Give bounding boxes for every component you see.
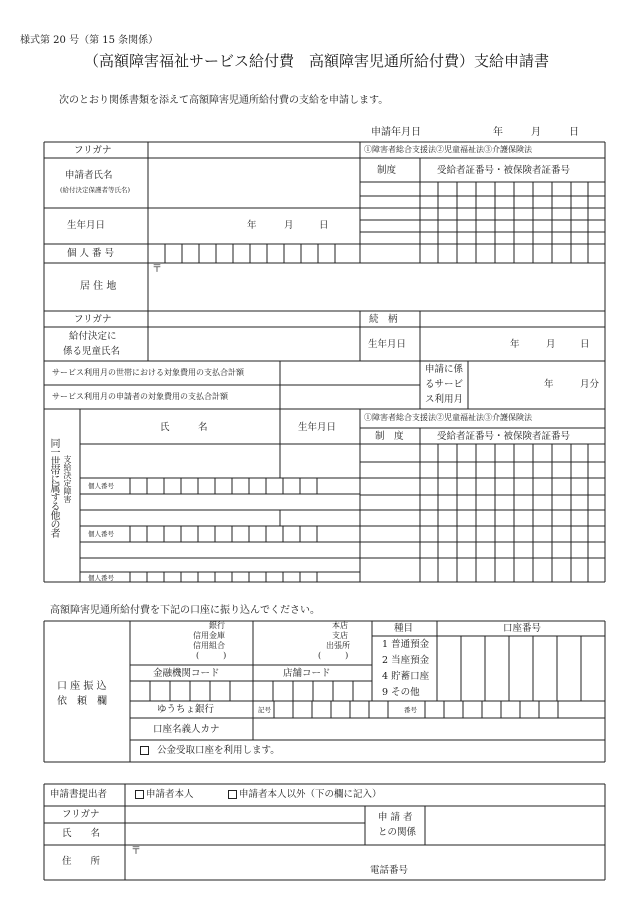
child-dob-label: 生年月日 — [368, 339, 407, 350]
applicant-cost-label: サービス利用月の申請者の対象費用の支払合計額 — [52, 392, 228, 401]
applicant-dob-month: 月 — [284, 220, 294, 231]
bank-type-bank: 銀行 — [209, 621, 225, 630]
applicant-cert-label: 受給者証番号・被保険者証番号 — [437, 165, 571, 176]
household-personal-number-2: 個人番号 — [88, 530, 114, 538]
application-date-day: 日 — [569, 127, 579, 138]
household-side-label-2: 支給決定障害 — [63, 455, 72, 503]
household-law-header: ①障害者総合支援法②児童福祉法③介護保険法 — [364, 413, 532, 422]
service-month-label-1: 申請に係 — [425, 364, 464, 375]
child-relation-label: 続 柄 — [369, 314, 398, 325]
yucho-label: ゆうちょ銀行 — [157, 704, 215, 715]
submitter-other-label: 申請者本人以外（下の欄に記入） — [239, 789, 382, 800]
household-system-col: 制 度 — [375, 431, 404, 442]
submitter-postal-mark: 〒 — [131, 846, 141, 857]
bank-code-label: 金融機関コード — [153, 668, 220, 679]
form-number: 様式第 20 号（第 15 条関係） — [20, 35, 159, 46]
applicant-name-label: 申請者氏名 — [65, 170, 113, 181]
submitter-self-checkbox[interactable] — [135, 790, 144, 799]
submitter-other-checkbox[interactable] — [228, 790, 237, 799]
service-month-year: 年 — [544, 379, 554, 390]
bank-table-lines — [44, 621, 605, 762]
submitter-phone-label: 電話番号 — [370, 865, 409, 876]
child-name-label-1: 給付決定に — [69, 331, 117, 342]
account-type-2: 2 当座預金 — [382, 655, 430, 666]
applicant-law-header: ①障害者総合支援法②児童福祉法③介護保険法 — [364, 145, 532, 154]
child-dob-month: 月 — [546, 339, 556, 350]
bank-side-label-2: 依 頼 欄 — [57, 696, 107, 707]
bank-side-label-1: 口 座 振 込 — [57, 681, 107, 692]
bank-paren: ( ) — [196, 651, 227, 660]
account-type-4: 9 その他 — [382, 687, 420, 698]
account-type-1: 1 普通預金 — [382, 639, 430, 650]
submitter-relation-2: との関係 — [378, 827, 417, 838]
applicant-personal-number-label: 個 人 番 号 — [67, 248, 115, 259]
household-cert-col: 受給者証番号・被保険者証番号 — [437, 431, 571, 442]
branch-sub-branch: 出張所 — [326, 641, 350, 650]
submitter-name-label: 氏 名 — [62, 828, 101, 839]
bank-type-credit-union: 信用組合 — [193, 641, 225, 650]
applicant-address-label: 居 住 地 — [80, 281, 117, 292]
service-month-label-3: ス利用月 — [425, 394, 464, 405]
account-holder-kana-label: 口座名義人カナ — [153, 724, 220, 735]
household-personal-number-3: 個人番号 — [88, 574, 114, 582]
applicant-furigana-label: フリガナ — [74, 145, 112, 156]
household-side-label-1: 同一世帯に属する他の者 — [48, 438, 59, 537]
child-name-label-2: 係る児童氏名 — [63, 346, 121, 357]
page-title: （高額障害福祉サービス給付費 高額障害児通所給付費）支給申請書 — [84, 52, 550, 70]
service-month-label-2: るサービ — [425, 379, 464, 390]
account-number-label: 口座番号 — [503, 623, 542, 634]
submitter-address-label: 住 所 — [62, 856, 101, 867]
household-dob-col: 生年月日 — [298, 422, 337, 433]
branch-head-office: 本店 — [332, 621, 348, 630]
submitter-self-label: 申請者本人 — [146, 789, 194, 800]
branch-code-label: 店舗コード — [283, 668, 331, 679]
child-furigana-label: フリガナ — [74, 314, 112, 325]
bank-instruction: 高額障害児通所給付費を下記の口座に振り込んでください。 — [50, 605, 320, 616]
applicant-table-lines — [44, 142, 605, 582]
applicant-name-note: (給付決定保護者等氏名) — [60, 186, 131, 194]
yucho-number-label: 番号 — [404, 706, 417, 714]
public-account-checkbox[interactable] — [140, 746, 149, 755]
household-personal-number-1: 個人番号 — [88, 482, 114, 490]
service-month-unit: 月分 — [580, 379, 600, 390]
branch-paren: ( ) — [318, 651, 349, 660]
bank-type-credit-bank: 信用金庫 — [193, 631, 225, 640]
submitter-relation-1: 申 請 者 — [378, 812, 413, 823]
account-type-3: 4 貯蓄口座 — [382, 671, 430, 682]
submitter-furigana-label: フリガナ — [62, 809, 100, 820]
applicant-dob-year: 年 — [247, 220, 257, 231]
application-date-month: 月 — [531, 127, 541, 138]
yucho-symbol-label: 記号 — [258, 706, 271, 714]
household-cost-label: サービス利用月の世帯における対象費用の支払合計額 — [52, 368, 244, 377]
household-name-col: 氏 名 — [160, 422, 208, 433]
child-dob-day: 日 — [580, 339, 590, 350]
applicant-dob-label: 生年月日 — [67, 220, 106, 231]
applicant-dob-day: 日 — [319, 220, 329, 231]
intro-text: 次のとおり関係書類を添えて高額障害児通所給付費の支給を申請します。 — [59, 95, 389, 106]
public-account-label: 公金受取口座を利用します。 — [157, 745, 280, 756]
account-type-label: 種目 — [394, 623, 414, 634]
branch-branch: 支店 — [332, 631, 348, 640]
application-date-label: 申請年月日 — [371, 127, 421, 138]
submitter-label: 申請書提出者 — [50, 789, 108, 800]
child-dob-year: 年 — [510, 339, 520, 350]
applicant-postal-mark: 〒 — [152, 264, 162, 275]
application-date-year: 年 — [493, 127, 503, 138]
applicant-system-label: 制度 — [377, 165, 397, 176]
